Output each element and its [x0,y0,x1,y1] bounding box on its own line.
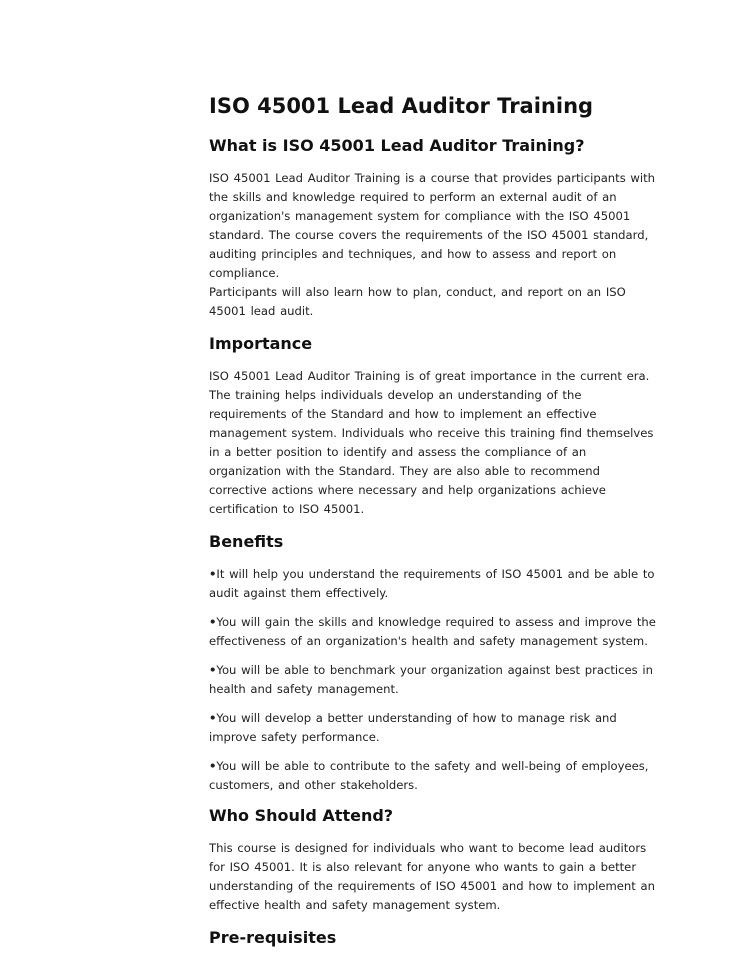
document-page [209,93,657,961]
section-heading-attend: Who Should Attend? [209,806,394,825]
benefit-item: • You will be able to contribute to the safety and well-being of employees, customers, and other stakeholders. [209,757,657,795]
benefit-item: • It will help you understand the requirements of ISO 45001 and be able to audit against them effectively. [209,565,657,603]
section-prereq [209,927,657,949]
benefit-item: • You will develop a better understanding of how to manage risk and improve safety performance. [209,709,657,747]
section-attend [209,805,657,915]
section-importance [209,333,657,519]
section-benefits [209,531,657,795]
paragraph-what-1: ISO 45001 Lead Auditor Training is a course that provides participants with the skills and knowledge required to perform an external audit of an organization's management system for compliance with the ISO 45001 standard. The course covers the requirements of the ISO 45001 standard, auditing principles and techniques, and how to assess and report on compliance. [209,171,656,280]
document-title: ISO 45001 Lead Auditor Training [209,94,594,118]
section-what [209,135,657,321]
section-heading-what: What is ISO 45001 Lead Auditor Training? [209,136,585,155]
section-heading-benefits: Benefits [209,532,284,551]
paragraph-importance-1: ISO 45001 Lead Auditor Training is of great importance in the current era. The training helps individuals develop an understanding of the requirements of the Standard and how to implement an effective management system. Individuals who receive this training find themselves in a better position to identify and assess the compliance of an organization with the Standard. They are also able to recommend corrective actions where necessary and help organizations achieve certification to ISO 45001. [209,369,654,516]
section-heading-importance: Importance [209,334,313,353]
benefit-item: • You will be able to benchmark your organization against best practices in health and safety management. [209,661,657,699]
paragraph-attend-1: This course is designed for individuals who want to become lead auditors for ISO 45001. It is also relevant for anyone who wants to gain a better understanding of the requirements of ISO 45001 and how to implement an effective health and safety management system. [209,841,655,912]
paragraph-what-2: Participants will also learn how to plan, conduct, and report on an ISO 45001 lead audit. [209,285,626,318]
section-heading-prereq: Pre-requisites [209,928,337,947]
benefit-item: • You will gain the skills and knowledge required to assess and improve the effectiveness of an organization's health and safety management system. [209,613,657,651]
